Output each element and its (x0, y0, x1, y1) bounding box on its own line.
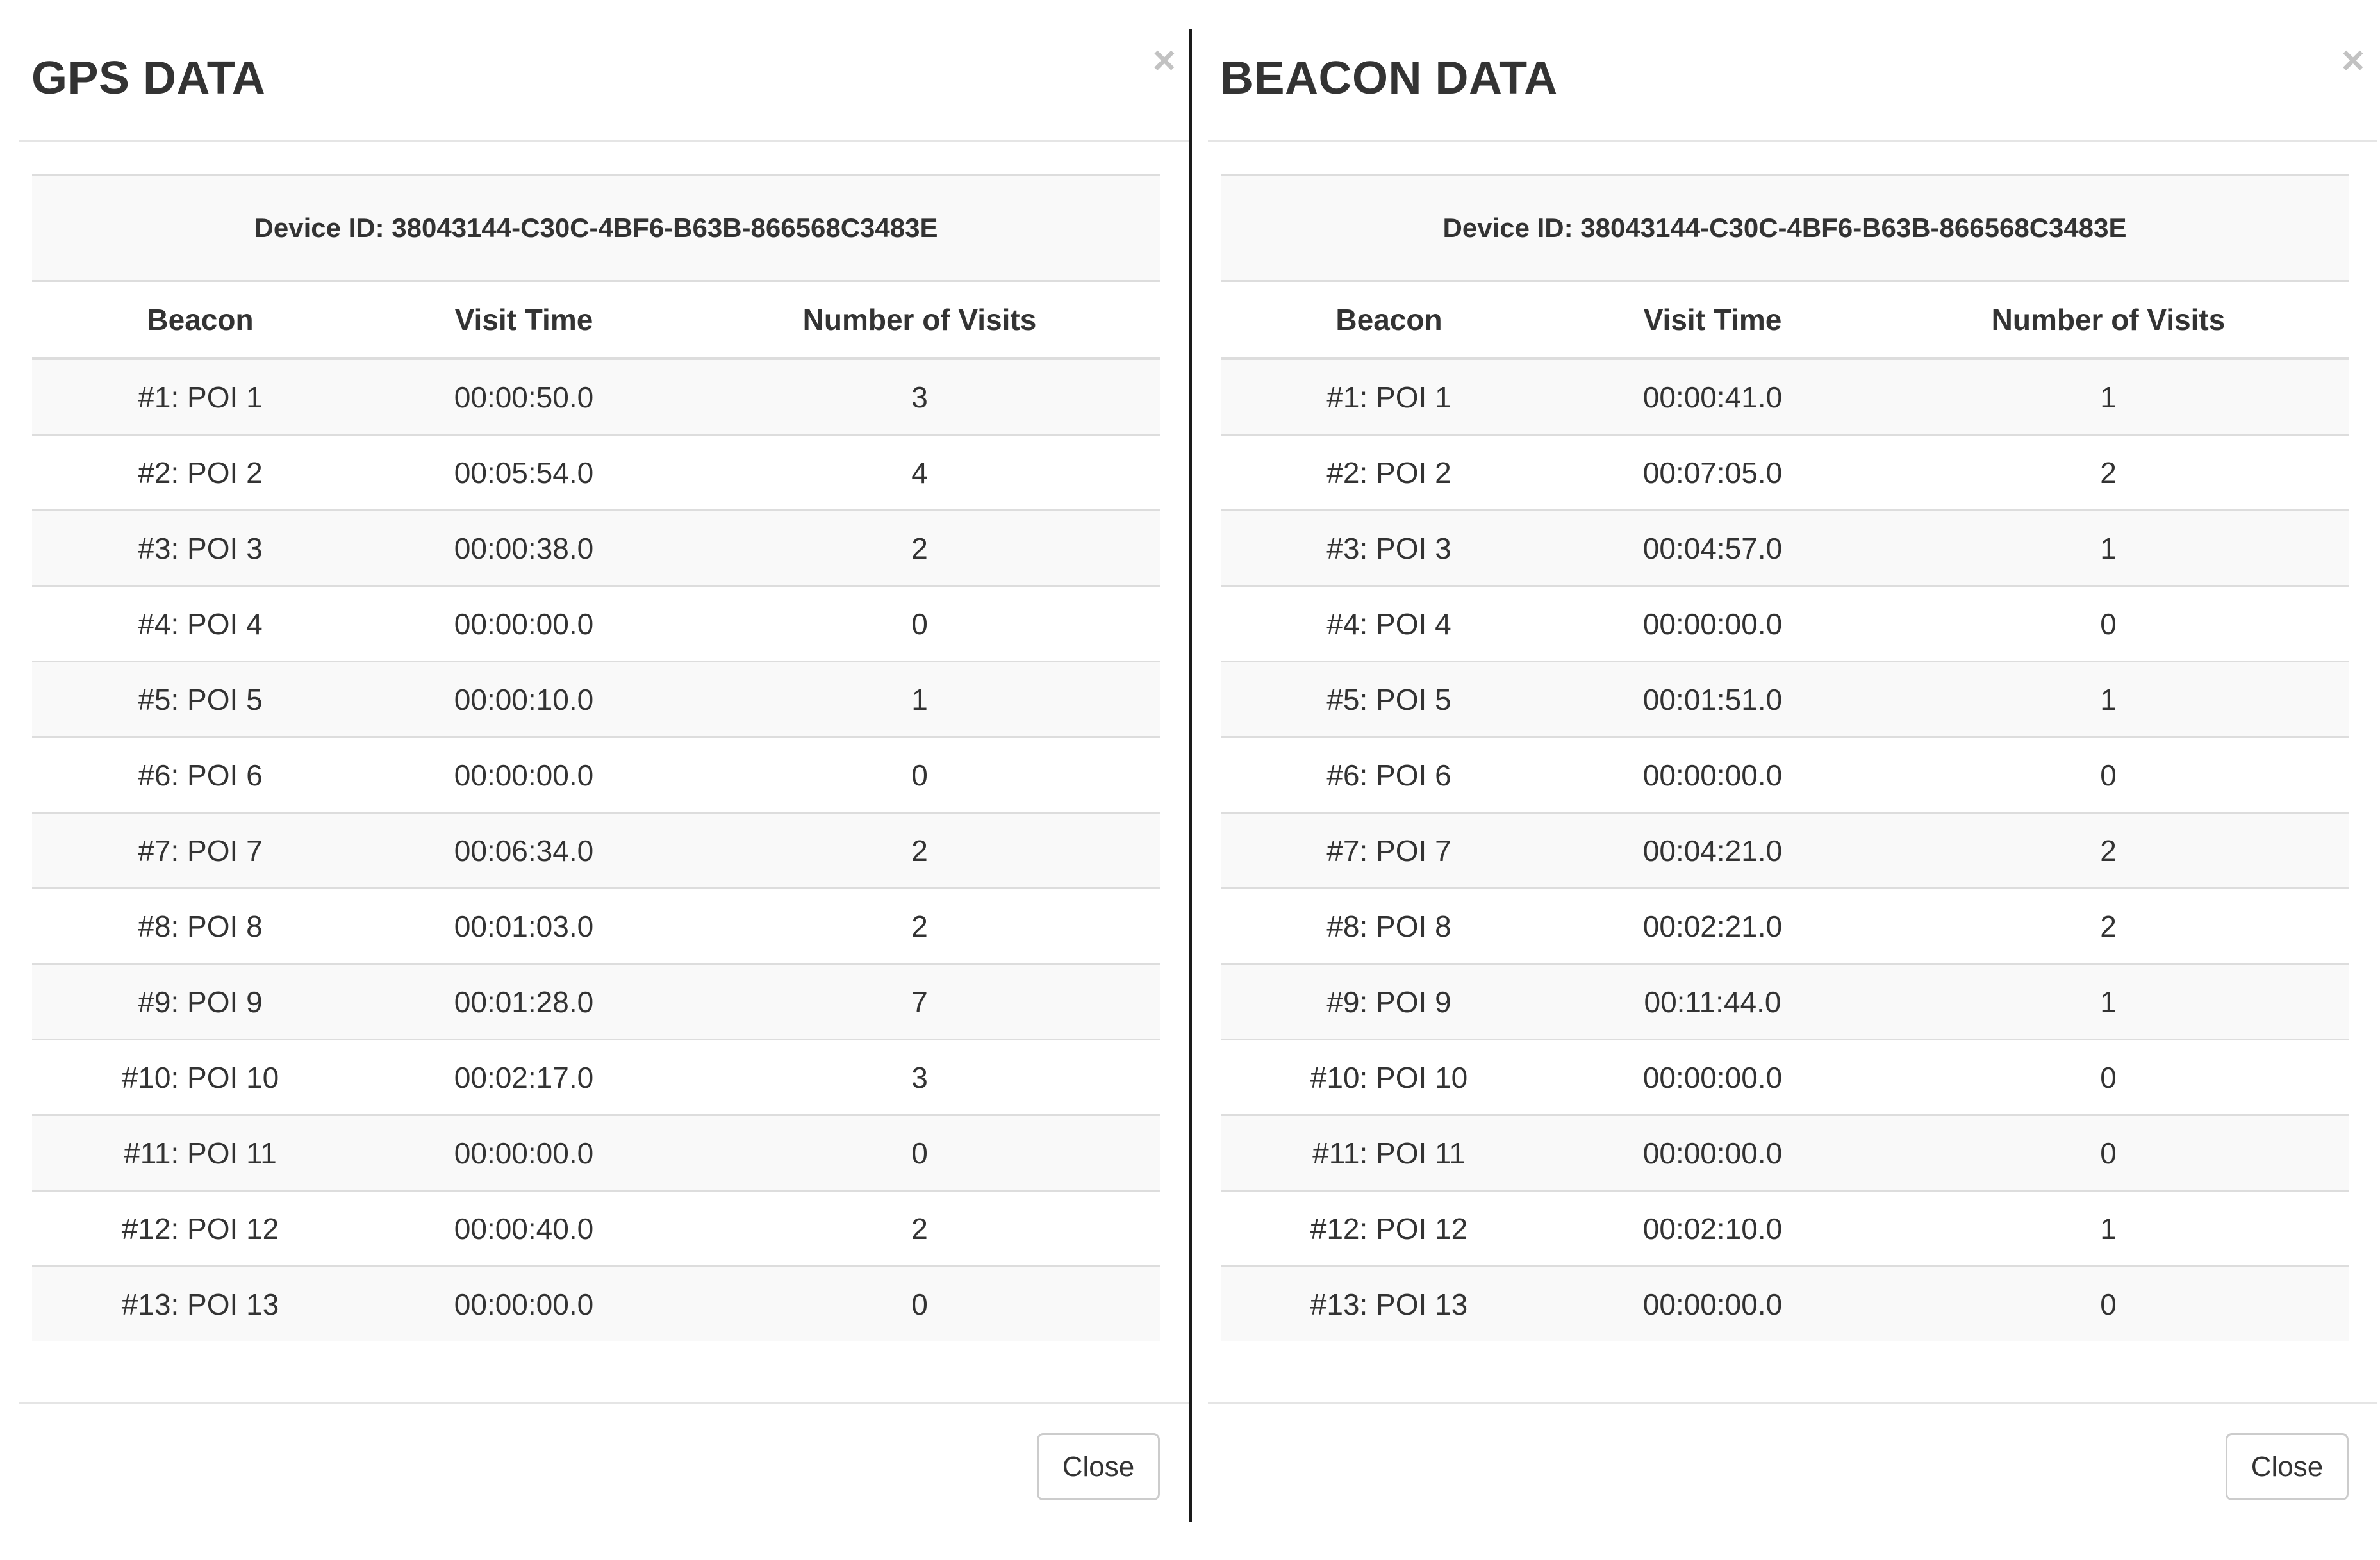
visit-time-cell: 00:00:00.0 (1557, 586, 1868, 662)
visit-time-cell: 00:00:00.0 (368, 737, 679, 813)
visits-count-cell: 1 (679, 662, 1160, 737)
visits-count-cell: 2 (1868, 889, 2349, 964)
beacon-cell: #6: POI 6 (32, 737, 368, 813)
visit-time-cell: 00:00:38.0 (368, 511, 679, 586)
beacon-cell: #4: POI 4 (1221, 586, 1557, 662)
beacon-cell: #12: POI 12 (32, 1191, 368, 1267)
beacon-cell: #3: POI 3 (32, 511, 368, 586)
beacon-cell: #8: POI 8 (1221, 889, 1557, 964)
gps-table-container (32, 174, 1160, 1341)
beacon-table-body (1221, 359, 2349, 1342)
column-header-visit-time: Visit Time (368, 281, 679, 359)
visit-time-cell: 00:00:10.0 (368, 662, 679, 737)
visits-count-cell: 0 (679, 737, 1160, 813)
beacon-cell: #6: POI 6 (1221, 737, 1557, 813)
visits-count-cell: 0 (1868, 586, 2349, 662)
visit-time-cell: 00:00:00.0 (368, 1115, 679, 1191)
gps-modal-footer-divider (19, 1402, 1189, 1404)
visits-count-cell: 0 (1868, 1115, 2349, 1191)
visit-time-cell: 00:00:00.0 (1557, 737, 1868, 813)
visit-time-cell: 00:01:28.0 (368, 964, 679, 1040)
visit-time-cell: 00:05:54.0 (368, 435, 679, 511)
visits-count-cell: 2 (679, 813, 1160, 889)
gps-modal-title: GPS DATA (31, 53, 266, 104)
table-header-row (32, 281, 1160, 359)
visit-time-cell: 00:00:41.0 (1557, 359, 1868, 435)
table-row (32, 889, 1160, 964)
visits-count-cell: 0 (679, 1267, 1160, 1342)
visit-time-cell: 00:04:21.0 (1557, 813, 1868, 889)
table-row (1221, 889, 2349, 964)
visits-count-cell: 0 (1868, 1267, 2349, 1342)
beacon-cell: #1: POI 1 (32, 359, 368, 435)
beacon-data-modal (1208, 0, 2377, 1560)
visits-count-cell: 4 (679, 435, 1160, 511)
visit-time-cell: 00:01:51.0 (1557, 662, 1868, 737)
close-icon[interactable]: × (1152, 38, 1176, 83)
beacon-cell: #4: POI 4 (32, 586, 368, 662)
visit-time-cell: 00:00:00.0 (1557, 1267, 1868, 1342)
beacon-modal-title: BEACON DATA (1220, 53, 1558, 104)
visits-count-cell: 7 (679, 964, 1160, 1040)
table-row (1221, 964, 2349, 1040)
table-header-row (1221, 281, 2349, 359)
table-row (1221, 662, 2349, 737)
beacon-table-container (1221, 174, 2349, 1341)
table-row (32, 1115, 1160, 1191)
table-row (1221, 737, 2349, 813)
visits-count-cell: 1 (1868, 1191, 2349, 1267)
visits-count-cell: 2 (1868, 435, 2349, 511)
visit-time-cell: 00:07:05.0 (1557, 435, 1868, 511)
table-row (32, 813, 1160, 889)
table-row (1221, 511, 2349, 586)
visits-count-cell: 2 (679, 889, 1160, 964)
visit-time-cell: 00:01:03.0 (368, 889, 679, 964)
column-header-number-of-visits: Number of Visits (1868, 281, 2349, 359)
beacon-modal-header (1208, 0, 2377, 142)
beacon-cell: #5: POI 5 (1221, 662, 1557, 737)
beacon-cell: #10: POI 10 (32, 1040, 368, 1115)
beacon-cell: #1: POI 1 (1221, 359, 1557, 435)
table-row (32, 737, 1160, 813)
table-row (32, 1040, 1160, 1115)
visits-count-cell: 0 (1868, 737, 2349, 813)
table-row (1221, 435, 2349, 511)
beacon-cell: #3: POI 3 (1221, 511, 1557, 586)
column-header-beacon: Beacon (1221, 281, 1557, 359)
table-row (32, 511, 1160, 586)
visit-time-cell: 00:04:57.0 (1557, 511, 1868, 586)
visit-time-cell: 00:00:50.0 (368, 359, 679, 435)
beacon-cell: #11: POI 11 (32, 1115, 368, 1191)
visits-count-cell: 2 (679, 1191, 1160, 1267)
visit-time-cell: 00:00:00.0 (1557, 1115, 1868, 1191)
table-row (1221, 1267, 2349, 1342)
beacon-cell: #13: POI 13 (1221, 1267, 1557, 1342)
beacon-cell: #9: POI 9 (1221, 964, 1557, 1040)
device-id-label: Device ID: 38043144-C30C-4BF6-B63B-866568C3483E (32, 176, 1160, 281)
gps-data-modal (19, 0, 1189, 1560)
table-row (1221, 1115, 2349, 1191)
visits-count-cell: 0 (679, 586, 1160, 662)
visit-time-cell: 00:00:00.0 (368, 586, 679, 662)
beacon-cell: #12: POI 12 (1221, 1191, 1557, 1267)
beacon-modal-footer-divider (1208, 1402, 2377, 1404)
device-id-label: Device ID: 38043144-C30C-4BF6-B63B-866568C3483E (1221, 176, 2349, 281)
visits-count-cell: 1 (1868, 359, 2349, 435)
table-row (32, 662, 1160, 737)
beacon-cell: #13: POI 13 (32, 1267, 368, 1342)
column-header-beacon: Beacon (32, 281, 368, 359)
visit-time-cell: 00:02:21.0 (1557, 889, 1868, 964)
device-id-row (1221, 176, 2349, 281)
visits-count-cell: 2 (1868, 813, 2349, 889)
table-row (1221, 1191, 2349, 1267)
close-icon[interactable]: × (2341, 38, 2365, 83)
visits-count-cell: 1 (1868, 964, 2349, 1040)
visit-time-cell: 00:06:34.0 (368, 813, 679, 889)
beacon-cell: #2: POI 2 (32, 435, 368, 511)
column-header-visit-time: Visit Time (1557, 281, 1868, 359)
gps-data-table (32, 174, 1160, 1341)
beacon-cell: #7: POI 7 (32, 813, 368, 889)
visit-time-cell: 00:00:40.0 (368, 1191, 679, 1267)
visits-count-cell: 0 (1868, 1040, 2349, 1115)
table-row (1221, 813, 2349, 889)
beacon-cell: #9: POI 9 (32, 964, 368, 1040)
visits-count-cell: 1 (1868, 511, 2349, 586)
visits-count-cell: 3 (679, 359, 1160, 435)
visit-time-cell: 00:02:10.0 (1557, 1191, 1868, 1267)
gps-modal-header (19, 0, 1189, 142)
visit-time-cell: 00:02:17.0 (368, 1040, 679, 1115)
column-header-number-of-visits: Number of Visits (679, 281, 1160, 359)
table-row (32, 359, 1160, 435)
table-row (32, 435, 1160, 511)
visits-count-cell: 0 (679, 1115, 1160, 1191)
beacon-cell: #8: POI 8 (32, 889, 368, 964)
visit-time-cell: 00:00:00.0 (368, 1267, 679, 1342)
visits-count-cell: 2 (679, 511, 1160, 586)
table-row (1221, 586, 2349, 662)
gps-table-body (32, 359, 1160, 1342)
beacon-cell: #11: POI 11 (1221, 1115, 1557, 1191)
table-row (32, 964, 1160, 1040)
table-row (1221, 359, 2349, 435)
close-button[interactable]: Close (1037, 1433, 1160, 1500)
beacon-cell: #7: POI 7 (1221, 813, 1557, 889)
beacon-cell: #5: POI 5 (32, 662, 368, 737)
beacon-cell: #10: POI 10 (1221, 1040, 1557, 1115)
visit-time-cell: 00:00:00.0 (1557, 1040, 1868, 1115)
visit-time-cell: 00:11:44.0 (1557, 964, 1868, 1040)
table-row (1221, 1040, 2349, 1115)
visits-count-cell: 3 (679, 1040, 1160, 1115)
table-row (32, 1191, 1160, 1267)
table-row (32, 586, 1160, 662)
device-id-row (32, 176, 1160, 281)
modal-divider (1189, 29, 1192, 1522)
beacon-cell: #2: POI 2 (1221, 435, 1557, 511)
table-row (32, 1267, 1160, 1342)
visits-count-cell: 1 (1868, 662, 2349, 737)
close-button[interactable]: Close (2226, 1433, 2349, 1500)
beacon-data-table (1221, 174, 2349, 1341)
